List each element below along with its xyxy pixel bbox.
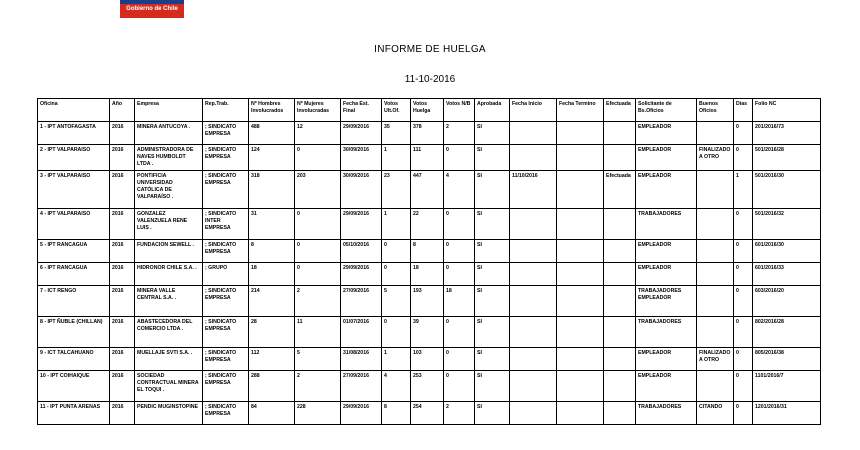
column-header: Rep.Trab.	[203, 99, 249, 122]
table-cell: SOCIEDAD CONTRACTUAL MINERA EL TOQUI .	[135, 371, 203, 402]
table-cell: EMPLEADOR	[636, 371, 697, 402]
table-cell: ; SINDICATO EMPRESA	[203, 171, 249, 209]
table-cell: 0	[382, 263, 411, 286]
column-header: Fecha Inicio	[510, 99, 557, 122]
table-cell: SI	[475, 348, 510, 371]
table-cell: 0	[444, 240, 475, 263]
table-cell: 2	[444, 122, 475, 145]
table-cell: 0	[295, 145, 341, 171]
table-cell: 601/2016/30	[753, 240, 821, 263]
table-cell	[697, 171, 734, 209]
table-cell: EMPLEADOR	[636, 240, 697, 263]
table-cell: FINALIZADO A OTRO	[697, 145, 734, 171]
table-cell: 18	[411, 263, 444, 286]
table-cell: 318	[249, 171, 295, 209]
table-cell: 124	[249, 145, 295, 171]
table-cell: 31	[249, 209, 295, 240]
table-cell: TRABAJADORES	[636, 209, 697, 240]
table-cell: 0	[734, 348, 753, 371]
table-cell: 27/09/2016	[341, 371, 382, 402]
table-cell	[697, 263, 734, 286]
table-cell: 3 - IPT VALPARAISO	[38, 171, 110, 209]
table-cell: 0	[444, 371, 475, 402]
report-title: INFORME DE HUELGA	[374, 44, 486, 55]
table-cell: 4 - IPT VALPARAISO	[38, 209, 110, 240]
table-cell	[510, 348, 557, 371]
table-cell: 0	[734, 371, 753, 402]
column-header: Nº Hombres Involucrados	[249, 99, 295, 122]
table-cell: 30/09/2016	[341, 145, 382, 171]
table-cell: ABASTECEDORA DEL COMERCIO LTDA .	[135, 317, 203, 348]
table-cell: 2	[295, 286, 341, 317]
table-cell: 7 - ICT RENGO	[38, 286, 110, 317]
table-cell	[557, 171, 604, 209]
column-header: Votos Ult.Of.	[382, 99, 411, 122]
table-cell: 2 - IPT VALPARAISO	[38, 145, 110, 171]
table-cell	[510, 317, 557, 348]
table-cell	[510, 263, 557, 286]
table-cell	[510, 286, 557, 317]
table-cell: ; SINDICATO INTER EMPRESA	[203, 209, 249, 240]
table-cell: EMPLEADOR	[636, 348, 697, 371]
table-cell: ; GRUPO	[203, 263, 249, 286]
table-cell	[557, 286, 604, 317]
table-cell: 8 - IPT ÑUBLE (CHILLAN)	[38, 317, 110, 348]
table-cell: EMPLEADOR	[636, 263, 697, 286]
table-cell: 111	[411, 145, 444, 171]
table-cell: 1	[734, 171, 753, 209]
table-cell: 0	[382, 317, 411, 348]
table-cell: 29/09/2016	[341, 122, 382, 145]
table-cell	[604, 145, 636, 171]
table-cell: 29/09/2016	[341, 402, 382, 425]
table-cell	[604, 348, 636, 371]
column-header: Folio NC	[753, 99, 821, 122]
table-cell	[557, 240, 604, 263]
table-cell	[510, 371, 557, 402]
column-header: Empresa	[135, 99, 203, 122]
table-cell: SI	[475, 145, 510, 171]
table-cell: 27/09/2016	[341, 286, 382, 317]
table-cell: 501/2016/28	[753, 145, 821, 171]
table-cell: ; SINDICATO EMPRESA	[203, 286, 249, 317]
table-cell: 9 - ICT TALCAHUANO	[38, 348, 110, 371]
table-cell	[697, 240, 734, 263]
table-cell: MUELLAJE SVTI S.A. .	[135, 348, 203, 371]
table-cell: FINALIZADO A OTRO	[697, 348, 734, 371]
table-cell: ; SINDICATO EMPRESA	[203, 122, 249, 145]
table-cell: 2016	[110, 240, 135, 263]
table-cell: 1	[382, 209, 411, 240]
table-cell: 2016	[110, 317, 135, 348]
table-cell: 0	[382, 240, 411, 263]
report-date: 11-10-2016	[404, 74, 456, 85]
table-row	[38, 240, 821, 263]
table-cell: 2016	[110, 209, 135, 240]
table-cell	[604, 209, 636, 240]
table-cell: EMPLEADOR	[636, 122, 697, 145]
table-cell: 5 - IPT RANCAGUA	[38, 240, 110, 263]
table-cell: 254	[411, 402, 444, 425]
table-row	[38, 171, 821, 209]
table-cell: 201/2016/73	[753, 122, 821, 145]
table-cell: 193	[411, 286, 444, 317]
table-cell: 0	[295, 209, 341, 240]
table-cell: ; SINDICATO EMPRESA	[203, 348, 249, 371]
column-header: Nº Mujeres Involucradas	[295, 99, 341, 122]
table-cell: 2016	[110, 371, 135, 402]
column-header: Efectuada	[604, 99, 636, 122]
table-cell: 228	[295, 402, 341, 425]
table-cell: SI	[475, 317, 510, 348]
table-cell: PONTIFICIA UNIVERSIDAD CATÓLICA DE VALPARAÍSO .	[135, 171, 203, 209]
table-cell: 30/09/2016	[341, 171, 382, 209]
table-cell: 1 - IPT ANTOFAGASTA	[38, 122, 110, 145]
table-cell: 214	[249, 286, 295, 317]
table-cell: 0	[734, 402, 753, 425]
table-cell: SI	[475, 171, 510, 209]
table-cell: 0	[734, 122, 753, 145]
table-cell: 1	[382, 145, 411, 171]
table-cell: CITANDO	[697, 402, 734, 425]
table-cell: 8	[249, 240, 295, 263]
table-cell: 1201/2016/31	[753, 402, 821, 425]
column-header: Votos N/B	[444, 99, 475, 122]
table-cell	[604, 317, 636, 348]
table-cell: 0	[295, 240, 341, 263]
table-row	[38, 122, 821, 145]
table-cell: 2016	[110, 263, 135, 286]
table-cell: 12	[295, 122, 341, 145]
column-header: Días	[734, 99, 753, 122]
table-cell: ; SINDICATO EMPRESA	[203, 371, 249, 402]
table-cell: 253	[411, 371, 444, 402]
table-cell: EMPLEADOR	[636, 171, 697, 209]
table-cell	[510, 122, 557, 145]
table-cell: GONZALEZ VALENZUELA RENE LUIS .	[135, 209, 203, 240]
table-cell: HIDRONOR CHILE S.A. .	[135, 263, 203, 286]
table-cell: 0	[444, 209, 475, 240]
table-cell: SI	[475, 286, 510, 317]
table-cell	[604, 122, 636, 145]
table-cell: 288	[249, 371, 295, 402]
table-cell: 2016	[110, 348, 135, 371]
table-cell: 112	[249, 348, 295, 371]
table-cell: ; SINDICATO EMPRESA	[203, 240, 249, 263]
table-cell: 0	[444, 317, 475, 348]
table-cell: 0	[734, 209, 753, 240]
table-cell: 501/2016/32	[753, 209, 821, 240]
table-cell: 447	[411, 171, 444, 209]
table-cell: 1101/2016/7	[753, 371, 821, 402]
table-cell	[557, 122, 604, 145]
table-cell	[604, 371, 636, 402]
table-cell: MINERA VALLE CENTRAL S.A. .	[135, 286, 203, 317]
table-cell: 39	[411, 317, 444, 348]
table-cell: 22	[411, 209, 444, 240]
table-cell: 23	[382, 171, 411, 209]
table-cell	[510, 240, 557, 263]
table-cell: 18	[444, 286, 475, 317]
table-cell: TRABAJADORES	[636, 317, 697, 348]
table-cell	[510, 145, 557, 171]
table-cell: 29/09/2016	[341, 209, 382, 240]
table-cell: SI	[475, 371, 510, 402]
table-cell	[697, 122, 734, 145]
table-cell: 0	[295, 263, 341, 286]
table-cell	[557, 263, 604, 286]
table-cell: 4	[444, 171, 475, 209]
table-cell: TRABAJADORES EMPLEADOR	[636, 286, 697, 317]
table-row	[38, 371, 821, 402]
table-row	[38, 317, 821, 348]
table-cell: 10 - IPT COIHAIQUE	[38, 371, 110, 402]
table-cell	[697, 317, 734, 348]
table-row	[38, 348, 821, 371]
table-cell	[697, 286, 734, 317]
table-cell: 2	[444, 402, 475, 425]
table-cell: 0	[444, 145, 475, 171]
table-cell: SI	[475, 402, 510, 425]
column-header: Solicitante de Bs.Oficios	[636, 99, 697, 122]
table-cell: 1	[382, 348, 411, 371]
column-header: Año	[110, 99, 135, 122]
table-cell: FUNDACION SEWELL .	[135, 240, 203, 263]
table-cell	[510, 209, 557, 240]
table-cell	[697, 371, 734, 402]
table-cell: 18	[249, 263, 295, 286]
table-cell: 29/09/2016	[341, 263, 382, 286]
table-cell: 501/2016/30	[753, 171, 821, 209]
table-cell	[604, 402, 636, 425]
column-header: Aprobada	[475, 99, 510, 122]
table-cell: 5	[382, 286, 411, 317]
table-cell: 805/2016/38	[753, 348, 821, 371]
table-cell: Efectuada	[604, 171, 636, 209]
table-cell: 2016	[110, 171, 135, 209]
table-cell	[557, 317, 604, 348]
table-row	[38, 402, 821, 425]
table-cell: 01/07/2016	[341, 317, 382, 348]
table-cell: EMPLEADOR	[636, 145, 697, 171]
table-cell: ; SINDICATO EMPRESA	[203, 402, 249, 425]
table-cell	[557, 402, 604, 425]
table-cell: MINERA ANTUCOYA .	[135, 122, 203, 145]
table-cell	[697, 209, 734, 240]
table-cell: 2016	[110, 145, 135, 171]
table-cell	[557, 145, 604, 171]
table-cell: 6 - IPT RANCAGUA	[38, 263, 110, 286]
table-cell: TRABAJADORES	[636, 402, 697, 425]
strike-report-table	[37, 98, 821, 425]
table-cell: 0	[444, 263, 475, 286]
table-cell: 0	[444, 348, 475, 371]
table-cell: 378	[411, 122, 444, 145]
column-header: Oficina	[38, 99, 110, 122]
table-cell	[510, 402, 557, 425]
table-cell: ADMINISTRADORA DE NAVES HUMBOLDT LTDA .	[135, 145, 203, 171]
table-cell: 2016	[110, 402, 135, 425]
column-header: Fecha Termino	[557, 99, 604, 122]
table-cell: 203	[295, 171, 341, 209]
table-cell: 0	[734, 317, 753, 348]
table-cell: PENDIC MUGINSTOPINE	[135, 402, 203, 425]
table-cell: 35	[382, 122, 411, 145]
table-cell: 5	[295, 348, 341, 371]
logo-text: Gobierno de Chile	[126, 6, 178, 12]
table-cell: SI	[475, 122, 510, 145]
table-cell	[604, 286, 636, 317]
table-cell: 601/2016/33	[753, 263, 821, 286]
table-cell: 28	[249, 317, 295, 348]
table-cell: 05/10/2016	[341, 240, 382, 263]
table-cell	[557, 209, 604, 240]
table-header-row	[38, 99, 821, 122]
table-cell: 0	[734, 286, 753, 317]
table-cell	[604, 240, 636, 263]
table-cell: 603/2016/20	[753, 286, 821, 317]
column-header: Buenos Oficios	[697, 99, 734, 122]
table-cell	[557, 371, 604, 402]
table-row	[38, 145, 821, 171]
table-cell: 11 - IPT PUNTA ARENAS	[38, 402, 110, 425]
table-cell: 4	[382, 371, 411, 402]
column-header: Votos Huelga	[411, 99, 444, 122]
table-cell: 0	[734, 240, 753, 263]
table-cell: 103	[411, 348, 444, 371]
table-cell: 84	[249, 402, 295, 425]
table-cell: 0	[734, 145, 753, 171]
table-cell: SI	[475, 240, 510, 263]
table-row	[38, 209, 821, 240]
table-cell: ; SINDICATO EMPRESA	[203, 317, 249, 348]
table-cell: 2016	[110, 122, 135, 145]
table-cell: 2016	[110, 286, 135, 317]
table-cell: 11/10/2016	[510, 171, 557, 209]
table-cell	[557, 348, 604, 371]
table-cell: 0	[734, 263, 753, 286]
table-cell	[604, 263, 636, 286]
table-cell: 31/08/2016	[341, 348, 382, 371]
table-cell: 8	[411, 240, 444, 263]
table-cell: 8	[382, 402, 411, 425]
table-row	[38, 286, 821, 317]
table-cell: 2	[295, 371, 341, 402]
table-cell: 488	[249, 122, 295, 145]
table-cell: 11	[295, 317, 341, 348]
table-cell: SI	[475, 263, 510, 286]
table-row	[38, 263, 821, 286]
column-header: Fecha Est. Final	[341, 99, 382, 122]
table-cell: 802/2016/28	[753, 317, 821, 348]
table-cell: SI	[475, 209, 510, 240]
gobierno-logo	[120, 0, 184, 18]
table-cell: ; SINDICATO EMPRESA	[203, 145, 249, 171]
